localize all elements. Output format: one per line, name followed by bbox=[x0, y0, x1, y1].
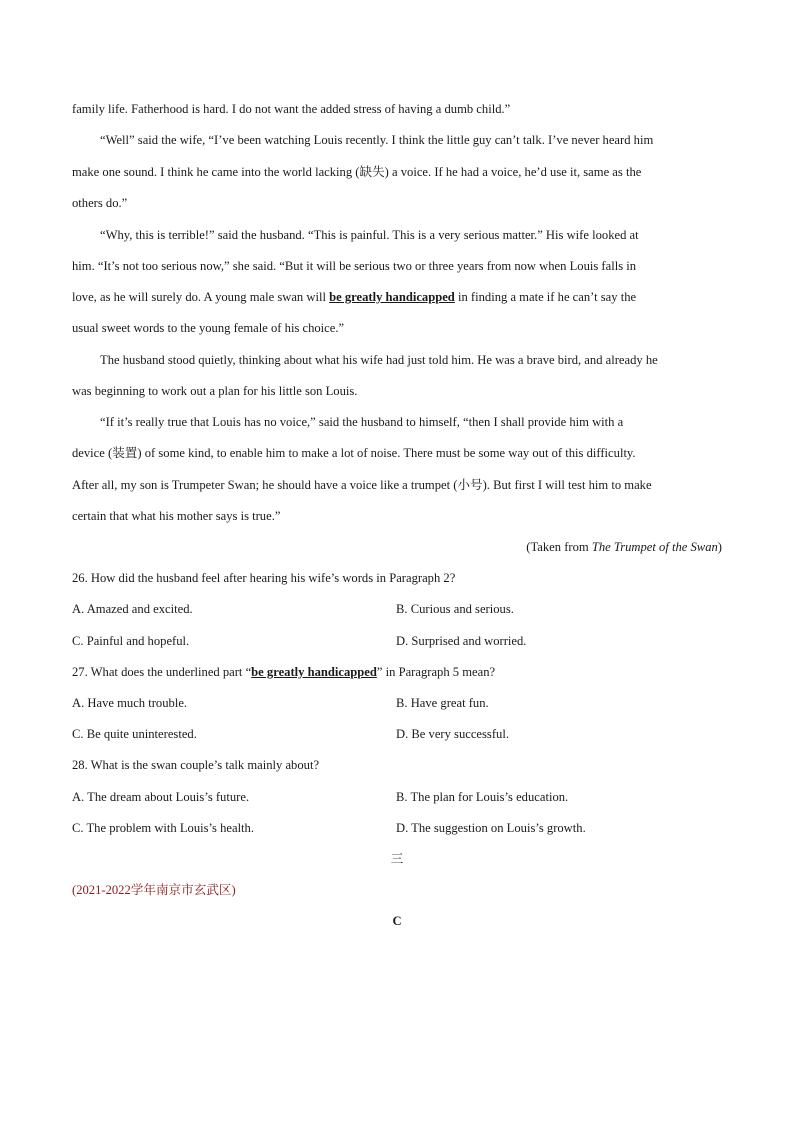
passage-line: certain that what his mother says is true.” bbox=[72, 509, 281, 523]
question-stem: 26. How did the husband feel after hearing his wife’s words in Paragraph 2? bbox=[72, 571, 456, 585]
option-b: B. The plan for Louis’s education. bbox=[396, 790, 569, 804]
exam-source: (2021-2022学年南京市玄武区) bbox=[72, 883, 236, 897]
passage-line bbox=[72, 289, 636, 305]
option-d: D. Surprised and worried. bbox=[396, 634, 527, 648]
passage-line: “Why, this is terrible!” said the husband. “This is painful. This is a very serious matter.” His wife looked at bbox=[100, 228, 639, 242]
option-b: B. Have great fun. bbox=[396, 696, 489, 710]
passage-line: make one sound. I think he came into the world lacking (缺失) a voice. If he had a voice, he’d use it, same as the bbox=[72, 165, 642, 179]
book-title: The Trumpet of the Swan bbox=[591, 540, 718, 554]
option-c: C. Painful and hopeful. bbox=[72, 634, 190, 648]
option-c: C. Be quite uninterested. bbox=[72, 727, 197, 741]
option-d: D. The suggestion on Louis’s growth. bbox=[396, 821, 586, 835]
option-c: C. The problem with Louis’s health. bbox=[72, 821, 255, 835]
passage-line: device (装置) of some kind, to enable him to make a lot of noise. There must be some way out of this difficulty. bbox=[72, 446, 636, 460]
question-stem: 28. What is the swan couple’s talk mainly about? bbox=[72, 758, 320, 772]
option-d: D. Be very successful. bbox=[396, 727, 509, 741]
section-number: 三 bbox=[390, 852, 404, 866]
passage-text: in finding a mate if he can’t say the bbox=[454, 290, 637, 304]
passage-text: love, as he will surely do. A young male swan will bbox=[72, 290, 330, 304]
option-b: B. Curious and serious. bbox=[396, 602, 514, 616]
passage-letter: C bbox=[392, 914, 402, 928]
underlined-phrase: be greatly handicapped bbox=[251, 665, 377, 679]
option-a: A. Amazed and excited. bbox=[72, 602, 193, 616]
source-citation: (Taken from The Trumpet of the Swan) bbox=[526, 540, 722, 554]
option-a: A. The dream about Louis’s future. bbox=[72, 790, 250, 804]
option-a: A. Have much trouble. bbox=[72, 696, 188, 710]
passage-line: others do.” bbox=[72, 196, 128, 210]
passage-line: “If it’s really true that Louis has no voice,” said the husband to himself, “then I shall provide him with a bbox=[100, 415, 624, 429]
passage-line: family life. Fatherhood is hard. I do not want the added stress of having a dumb child.” bbox=[72, 102, 511, 116]
passage-line: usual sweet words to the young female of his choice.” bbox=[72, 321, 345, 335]
passage-line: After all, my son is Trumpeter Swan; he should have a voice like a trumpet (小号). But first I will test him to make bbox=[72, 478, 652, 492]
underlined-phrase: be greatly handicapped bbox=[329, 290, 455, 304]
passage-line: The husband stood quietly, thinking about what his wife had just told him. He was a brave bird, and already he bbox=[100, 353, 658, 367]
passage-line: was beginning to work out a plan for his little son Louis. bbox=[72, 384, 358, 398]
passage-line: “Well” said the wife, “I’ve been watching Louis recently. I think the little guy can’t talk. I’ve never heard him bbox=[100, 133, 654, 147]
passage-line: him. “It’s not too serious now,” she said. “But it will be serious two or three years from now when Louis falls in bbox=[72, 259, 637, 273]
question-stem: 27. What does the underlined part “be greatly handicapped” in Paragraph 5 mean? bbox=[72, 665, 496, 679]
